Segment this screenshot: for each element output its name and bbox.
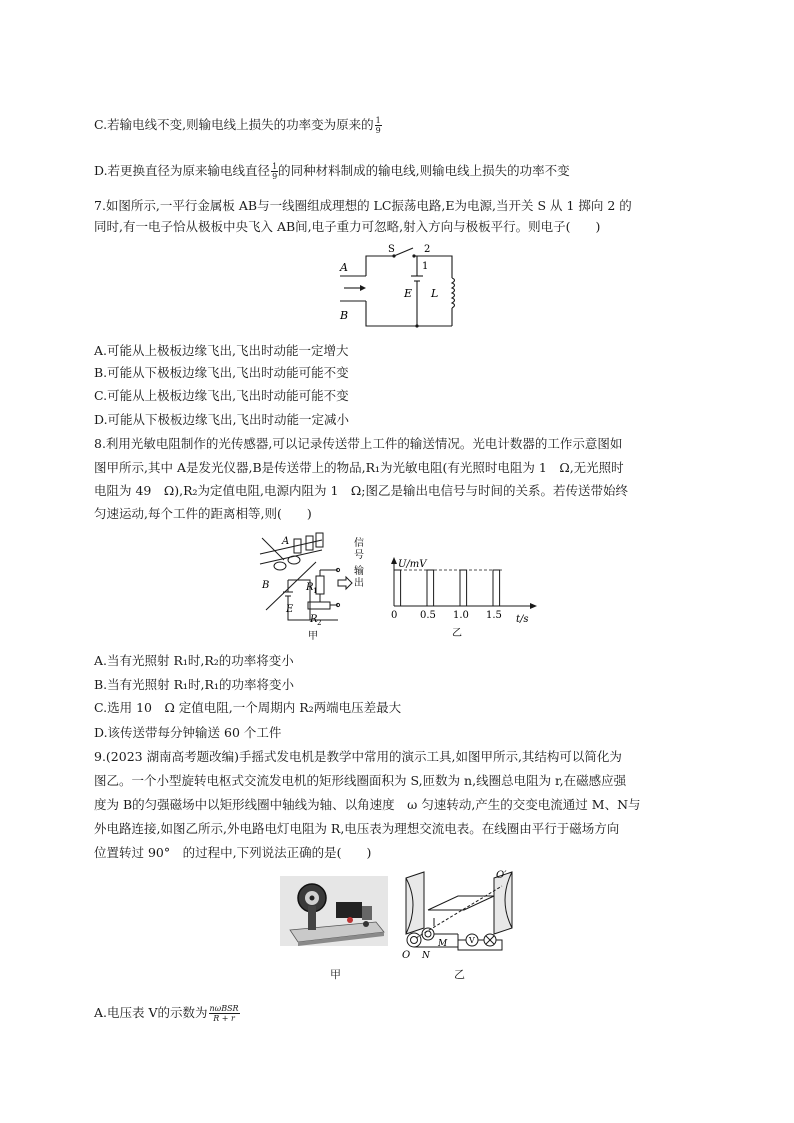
q7-stem-line1: 7.如图所示,一平行金属板 AB与一线圈组成理想的 LC振荡电路,E为电源,当开关 S 从 1 掷向 2 的 xyxy=(94,198,632,213)
label-n: N xyxy=(422,951,430,961)
q9-stem-line3: 度为 B的匀强磁场中以矩形线圈中轴线为轴、以角速度 ω 匀速转动,产生的交变电流通过 M、N与 xyxy=(94,797,641,812)
label-o: O xyxy=(402,950,411,961)
q9-stem-line2: 图乙。一个小型旋转电枢式交流发电机的矩形线圈面积为 S,匝数为 n,线圈总电阻为 r,在磁感应强 xyxy=(94,773,627,788)
label-signal-1: 信 xyxy=(354,538,364,549)
label-r1-sub: 1 xyxy=(313,587,318,595)
q8-stem-line2: 图甲所示,其中 A是发光仪器,B是传送带上的物品,R₁为光敏电阻(有光照时电阻为 1 Ω,无光照时 xyxy=(94,460,624,475)
generator-photo xyxy=(280,876,388,946)
label-a: A xyxy=(282,536,290,547)
pulse-2 xyxy=(460,570,467,606)
fraction-one-ninth xyxy=(375,116,382,135)
frac-num: 1 xyxy=(375,116,381,125)
q8-option-c: C.选用 10 Ω 定值电阻,一个周期内 R₂两端电压差最大 xyxy=(94,700,402,715)
q9-option-a-text: A.电压表 V的示数为 xyxy=(94,1005,208,1020)
q9-stem-line5: 位置转过 90° 的过程中,下列说法正确的是( ) xyxy=(94,845,372,860)
label-s: S xyxy=(388,244,395,255)
label-o-prime: O′ xyxy=(496,870,507,881)
caption-yi: 乙 xyxy=(454,968,465,981)
q7-option-d: D.可能从下极板边缘飞出,飞出时动能一定减小 xyxy=(94,412,350,427)
lc-circuit-diagram xyxy=(336,242,466,334)
label-r2: R xyxy=(310,614,318,625)
frac-den: 9 xyxy=(375,126,381,135)
q8-option-d: D.该传送带每分钟输送 60 个工件 xyxy=(94,725,282,740)
photo-sensor-diagram xyxy=(258,530,370,642)
q9-option-a xyxy=(94,1004,240,1023)
pulse-0 xyxy=(394,570,401,606)
pulse-chart xyxy=(388,556,538,640)
label-signal-2: 号 xyxy=(354,550,364,561)
label-r1: R xyxy=(306,582,314,593)
caption-jia: 甲 xyxy=(308,631,318,642)
frac-num: nωBSR xyxy=(209,1004,239,1013)
x-tick-label: 1.0 xyxy=(453,610,469,621)
q8-stem-line1: 8.利用光敏电阻制作的光传感器,可以记录传送带上工件的输送情况。光电计数器的工作示意图如 xyxy=(94,436,623,451)
q6-option-d xyxy=(94,162,570,181)
frac-num: 1 xyxy=(272,162,278,171)
label-m: M xyxy=(438,939,448,949)
label-signal-3: 输 xyxy=(354,566,364,577)
frac-den: R + r xyxy=(213,1014,235,1023)
generator-structure-diagram xyxy=(398,866,518,966)
label-signal-4: 出 xyxy=(354,578,364,589)
q7-option-c: C.可能从上极板边缘飞出,飞出时动能可能不变 xyxy=(94,388,349,403)
q6-option-c-text: C.若输电线不变,则输电线上损失的功率变为原来的 xyxy=(94,117,374,132)
q7-option-a: A.可能从上极板边缘飞出,飞出时动能一定增大 xyxy=(94,343,349,358)
y-axis-arrow-icon xyxy=(391,557,397,564)
x-tick-label: 0 xyxy=(391,610,398,621)
q8-stem-line4: 匀速运动,每个工件的距离相等,则( ) xyxy=(94,506,312,521)
y-axis-label: U/mV xyxy=(398,559,427,570)
q8-option-a: A.当有光照射 R₁时,R₂的功率将变小 xyxy=(94,653,294,668)
label-a: A xyxy=(340,261,348,274)
x-tick-label: 1.5 xyxy=(486,610,502,621)
frac-den: 9 xyxy=(272,172,278,181)
label-b: B xyxy=(340,309,349,322)
label-e: E xyxy=(286,604,294,615)
q9-stem-line4: 外电路连接,如图乙所示,外电路电灯电阻为 R,电压表为理想交流电表。在线圈由平行于磁场方向 xyxy=(94,821,620,836)
caption-yi: 乙 xyxy=(452,628,462,639)
x-tick-label: 0.5 xyxy=(420,610,436,621)
q6-option-d-text-b: 的同种材料制成的输电线,则输电线上损失的功率不变 xyxy=(278,163,570,178)
pulse-series xyxy=(394,570,500,606)
pulse-1 xyxy=(427,570,434,606)
tick-labels xyxy=(391,610,502,621)
q9-stem-line1: 9.(2023 湖南高考题改编)手摇式发电机是教学中常用的演示工具,如图甲所示,其结构可以简化为 xyxy=(94,749,622,764)
q8-stem-line3: 电阻为 49 Ω),R₂为定值电阻,电源内阻为 1 Ω;图乙是输出电信号与时间的关系。若传送带始终 xyxy=(94,483,628,498)
fraction-voltage xyxy=(209,1004,240,1023)
x-axis-arrow-icon xyxy=(530,603,537,609)
label-b: B xyxy=(262,580,270,591)
label-1: 1 xyxy=(422,261,429,272)
label-r2-sub: 2 xyxy=(317,619,322,627)
caption-jia: 甲 xyxy=(330,968,341,981)
label-e: E xyxy=(404,287,413,300)
label-l: L xyxy=(431,287,439,300)
x-axis-label: t/s xyxy=(516,614,529,625)
q6-option-d-text-a: D.若更换直径为原来输电线直径 xyxy=(94,163,271,178)
voltmeter-label: V xyxy=(469,936,475,945)
q8-option-b: B.当有光照射 R₁时,R₁的功率将变小 xyxy=(94,677,294,692)
q6-option-c xyxy=(94,116,382,135)
label-2: 2 xyxy=(424,244,431,255)
q7-option-b: B.可能从下极板边缘飞出,飞出时动能可能不变 xyxy=(94,365,349,380)
pulse-3 xyxy=(493,570,500,606)
arrow-icon xyxy=(360,285,366,291)
q7-stem-line2: 同时,有一电子恰从极板中央飞入 AB间,电子重力可忽略,射入方向与极板平行。则电子( ) xyxy=(94,219,601,234)
